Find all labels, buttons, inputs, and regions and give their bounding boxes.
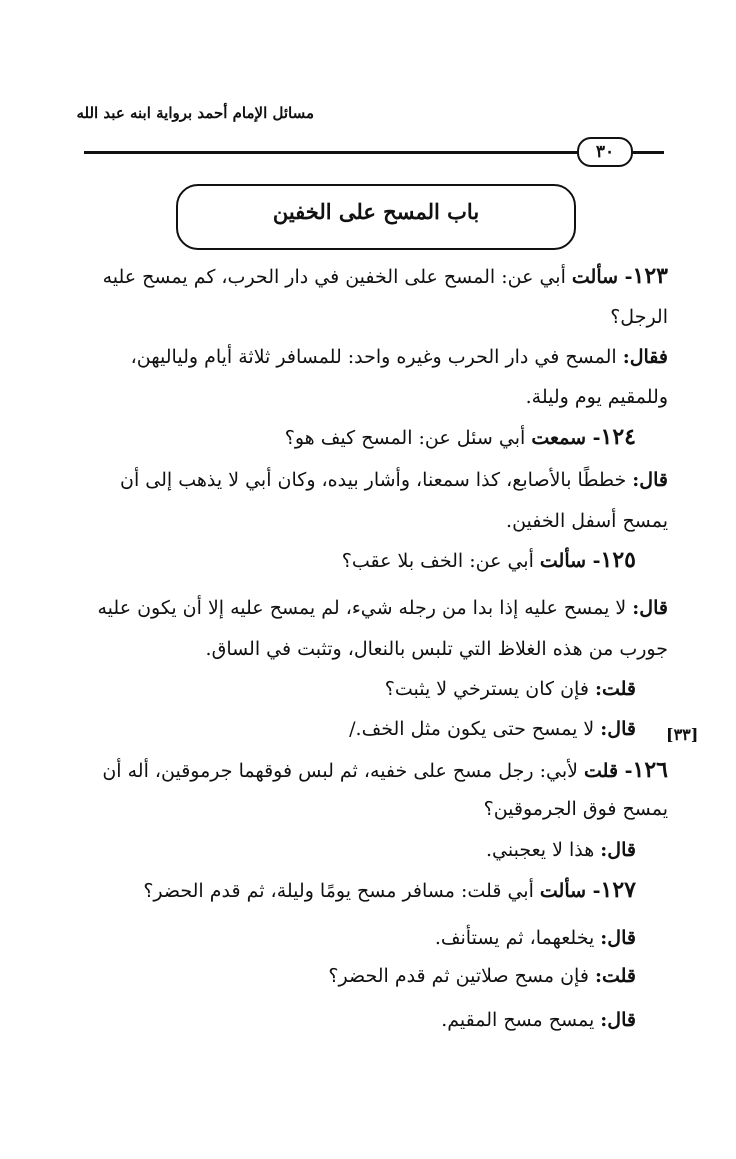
paragraph-line [120,466,668,494]
paragraph-line [349,715,636,743]
line-text: يمسح مسح المقيم. [441,1009,601,1031]
margin-reference: [٣٣] [666,725,699,744]
line-text: لا يمسح حتى يكون مثل الخف./ [349,718,601,740]
line-text: أبي عن: الخف بلا عقب؟ [341,550,540,572]
paragraph-line [98,594,669,622]
paragraph-line [103,262,668,291]
speaker-label: قال: [600,839,636,861]
paragraph-line [342,546,636,575]
paragraph-line [441,1006,636,1034]
paragraph-line [526,383,668,411]
paragraph-line [102,756,668,785]
question-number: ١٢٧ [600,877,636,903]
line-text: المسح في دار الحرب وغيره واحد: للمسافر ثلاثة أيام ولياليهن، [130,346,623,368]
speaker-label: - سألت [539,550,601,572]
speaker-label: قال: [600,927,636,949]
speaker-label: قال: [632,469,668,491]
line-text: أبي قلت: مسافر مسح يومًا وليلة، ثم قدم الحضر؟ [143,880,540,902]
line-text: أبي عن: المسح على الخفين في دار الحرب، كم يمسح عليه [102,266,572,288]
paragraph-line [486,836,636,864]
running-title: مسائل الإمام أحمد برواية ابنه عبد الله [76,104,314,122]
line-text: فإن كان يسترخي لا يثبت؟ [384,678,595,700]
line-text: الرجل؟ [610,306,668,328]
paragraph-line [385,675,636,703]
speaker-label: - سمعت [531,427,601,449]
line-text: لا يمسح عليه إذا بدا من رجله شيء، لم يمسح عليه إلا أن يكون عليه [97,597,633,619]
question-number: ١٢٥ [600,547,636,573]
paragraph-line [131,343,668,371]
paragraph-line [206,635,668,663]
line-text: يخلعهما، ثم يستأنف. [434,927,601,949]
line-text: فإن مسح صلاتين ثم قدم الحضر؟ [328,965,595,987]
speaker-label: قلت: [594,678,636,700]
paragraph-line [435,924,636,952]
line-text: جورب من هذه الغلاظ التي تلبس بالنعال، وتثبت في الساق. [205,638,668,660]
paragraph-line [484,795,668,823]
question-number: ١٢٤ [600,424,636,450]
speaker-label: - سألت [539,880,601,902]
speaker-label: - سألت [571,266,633,288]
line-text: يمسح أسفل الخفين. [506,510,668,532]
question-number: ١٢٦ [632,757,668,783]
paragraph-line [506,507,668,535]
line-text: لأبي: رجل مسح على خفيه، ثم لبس فوقهما جرموقين، أله أن [102,760,585,782]
speaker-label: قال: [632,597,668,619]
paragraph-line [143,876,636,905]
chapter-title: باب المسح على الخفين [272,199,480,224]
paragraph-line [610,303,668,331]
speaker-label: قال: [600,718,636,740]
line-text: وللمقيم يوم وليلة. [525,386,668,408]
line-text: خططًا بالأصابع، كذا سمعنا، وأشار بيده، وكان أبي لا يذهب إلى أن [120,469,633,491]
line-text: أبي سئل عن: المسح كيف هو؟ [284,427,532,449]
paragraph-line [328,962,636,990]
speaker-label: - قلت [584,760,633,782]
speaker-label: قلت: [594,965,636,987]
paragraph-line [285,423,636,452]
question-number: ١٢٣ [632,263,668,289]
page-number: ٣٠ [577,137,633,167]
speaker-label: فقال: [622,346,668,368]
line-text: يمسح فوق الجرموقين؟ [483,798,668,820]
speaker-label: قال: [600,1009,636,1031]
line-text: هذا لا يعجبني. [486,839,601,861]
